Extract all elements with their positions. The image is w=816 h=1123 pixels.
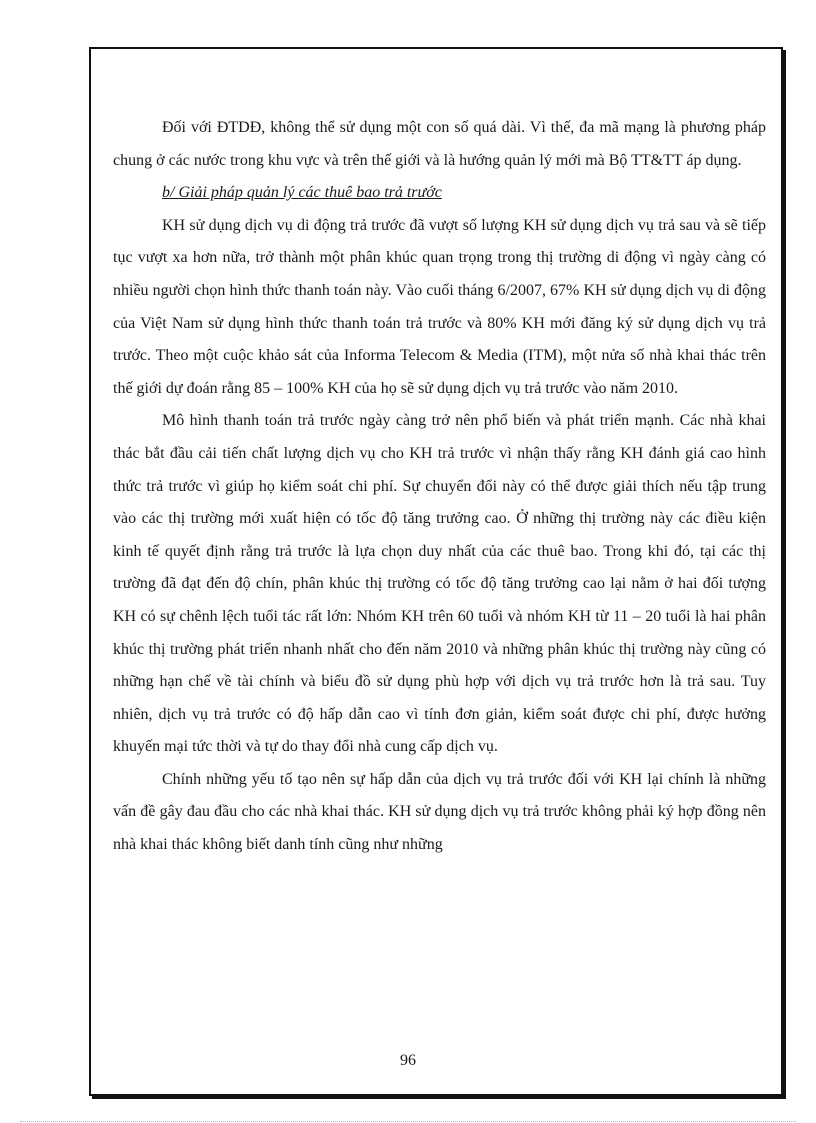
paragraph: Mô hình thanh toán trả trước ngày càng trở nên phổ biến và phát triển mạnh. Các nhà khai thác bắt đầu cải tiến chất lượng dịch vụ cho KH trả trước vì nhận thấy rằng KH đánh giá cao hình thức trả trước vì giúp họ kiểm soát chi phí. Sự chuyển đổi này có thể được giải thích nếu tập trung vào các thị trường mới xuất hiện có tốc độ tăng trưởng cao. Ở những thị trường này các điều kiện kinh tế quyết định rằng trả trước là lựa chọn duy nhất của các thuê bao. Trong khi đó, tại các thị trường đã đạt đến độ chín, phân khúc thị trường có tốc độ tăng trưởng cao lại nằm ở hai đối tượng KH có sự chênh lệch tuổi tác rất lớn: Nhóm KH trên 60 tuổi và nhóm KH từ 11 – 20 tuổi là hai phân khúc thị trường phát triển nhanh nhất cho đến năm 2010 và những phân khúc thị trường này cũng có những hạn chế về tài chính và biểu đồ sử dụng phù hợp với dịch vụ trả trước hơn là trả sau. Tuy nhiên, dịch vụ trả trước có độ hấp dẫn cao vì tính đơn giản, kiểm soát được chi phí, được hưởng khuyến mại tức thời và tự do thay đổi nhà cung cấp dịch vụ.: [113, 412, 766, 756]
section-heading: b/ Giải pháp quản lý các thuê bao trả trước: [162, 184, 442, 202]
paragraph: Chính những yếu tố tạo nên sự hấp dẫn của dịch vụ trả trước đối với KH lại chính là những vấn đề gây đau đầu cho các nhà khai thác. KH sử dụng dịch vụ trả trước không phải ký hợp đồng nên nhà khai thác không biết danh tính cũng như những: [113, 770, 766, 854]
page-divider: [20, 1121, 796, 1122]
paragraph: Đối với ĐTDĐ, không thể sử dụng một con số quá dài. Vì thế, đa mã mạng là phương pháp chung ở các nước trong khu vực và trên thế giới và là hướng quản lý mới mà Bộ TT&TT áp dụng.: [113, 119, 766, 169]
paragraph: KH sử dụng dịch vụ di động trả trước đã vượt số lượng KH sử dụng dịch vụ trả sau và sẽ tiếp tục vượt xa hơn nữa, trở thành một phân khúc quan trọng trong thị trường di động vì ngày càng có nhiều người chọn hình thức thanh toán này. Vào cuối tháng 6/2007, 67% KH sử dụng dịch vụ di động của Việt Nam sử dụng hình thức thanh toán trả trước và 80% KH mới đăng ký sử dụng dịch vụ trả trước. Theo một cuộc khảo sát của Informa Telecom & Media (ITM), một nửa số nhà khai thác trên thế giới dự đoán rằng 85 – 100% KH của họ sẽ sử dụng dịch vụ trả trước vào năm 2010.: [113, 216, 766, 397]
page-number: 96: [400, 1052, 416, 1069]
document-body: [113, 112, 766, 862]
